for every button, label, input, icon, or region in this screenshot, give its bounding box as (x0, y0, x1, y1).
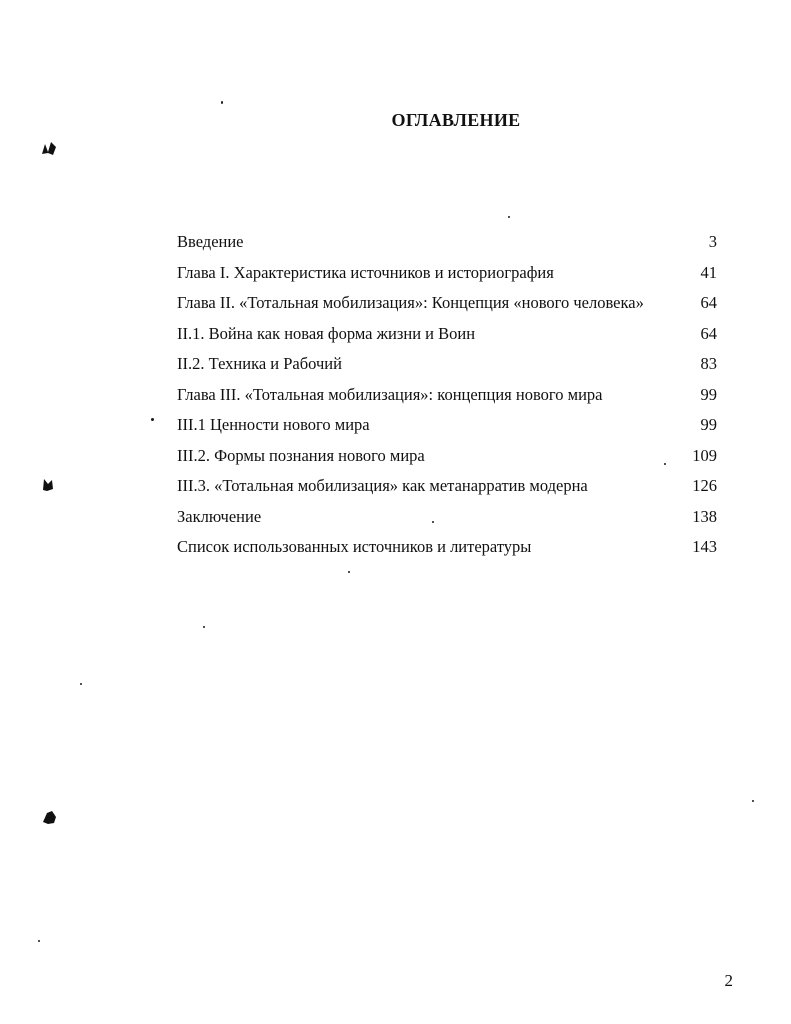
toc-entry-label: Глава I. Характеристика источников и историография (177, 262, 554, 282)
toc-entry-label: Заключение (177, 506, 262, 526)
toc-entry-label: III.2. Формы познания нового мира (177, 445, 425, 465)
scan-speck (508, 216, 510, 218)
toc-entry-page: 138 (692, 506, 717, 526)
toc-entry-label: III.3. «Тотальная мобилизация» как метанарратив модерна (177, 476, 588, 495)
toc-entry[interactable] (177, 443, 717, 474)
scan-blot-top (38, 138, 60, 160)
scan-speck (221, 101, 223, 104)
toc-entry[interactable] (177, 290, 717, 321)
toc-entry-label: III.1 Ценности нового мира (177, 415, 370, 434)
toc-entry[interactable] (177, 382, 717, 413)
scan-blot-bottom (40, 808, 60, 828)
scan-speck (38, 940, 40, 942)
scan-speck (752, 800, 754, 802)
toc-entry-page: 99 (700, 384, 717, 404)
toc-entry-page: 3 (708, 232, 717, 251)
page-number: 2 (724, 971, 733, 990)
scan-speck (348, 571, 350, 573)
toc-entry[interactable] (177, 321, 717, 352)
table-of-contents (177, 229, 717, 565)
toc-entry-page: 99 (700, 415, 717, 434)
page-title: ОГЛАВЛЕНИЕ (391, 110, 521, 130)
toc-entry-label: Введение (177, 232, 244, 251)
toc-entry-label: Глава II. «Тотальная мобилизация»: Концепция «нового человека» (177, 293, 644, 312)
toc-entry[interactable] (177, 504, 717, 535)
toc-entry[interactable] (177, 351, 717, 382)
scan-blot-middle (38, 475, 58, 495)
scan-speck (664, 463, 666, 465)
toc-entry[interactable] (177, 534, 717, 565)
scan-speck (432, 521, 434, 523)
scan-speck (203, 626, 205, 628)
toc-entry-page: 143 (692, 537, 717, 556)
toc-entry-page: 109 (692, 445, 717, 465)
toc-entry-label: Список использованных источников и литературы (177, 537, 532, 556)
toc-entry[interactable] (177, 260, 717, 291)
toc-entry-label: II.2. Техника и Рабочий (177, 354, 342, 373)
toc-entry[interactable] (177, 229, 717, 260)
toc-entry-label: II.1. Война как новая форма жизни и Воин (177, 323, 476, 343)
toc-entry-page: 126 (692, 476, 717, 495)
toc-entry-page: 64 (700, 293, 717, 312)
toc-entry[interactable] (177, 412, 717, 443)
toc-entry-label: Глава III. «Тотальная мобилизация»: концепция нового мира (177, 384, 603, 404)
scan-speck (80, 683, 82, 685)
scan-speck (151, 418, 154, 421)
toc-entry[interactable] (177, 473, 717, 504)
toc-entry-page: 83 (700, 354, 717, 373)
toc-entry-page: 41 (700, 262, 717, 282)
toc-entry-page: 64 (700, 323, 717, 343)
